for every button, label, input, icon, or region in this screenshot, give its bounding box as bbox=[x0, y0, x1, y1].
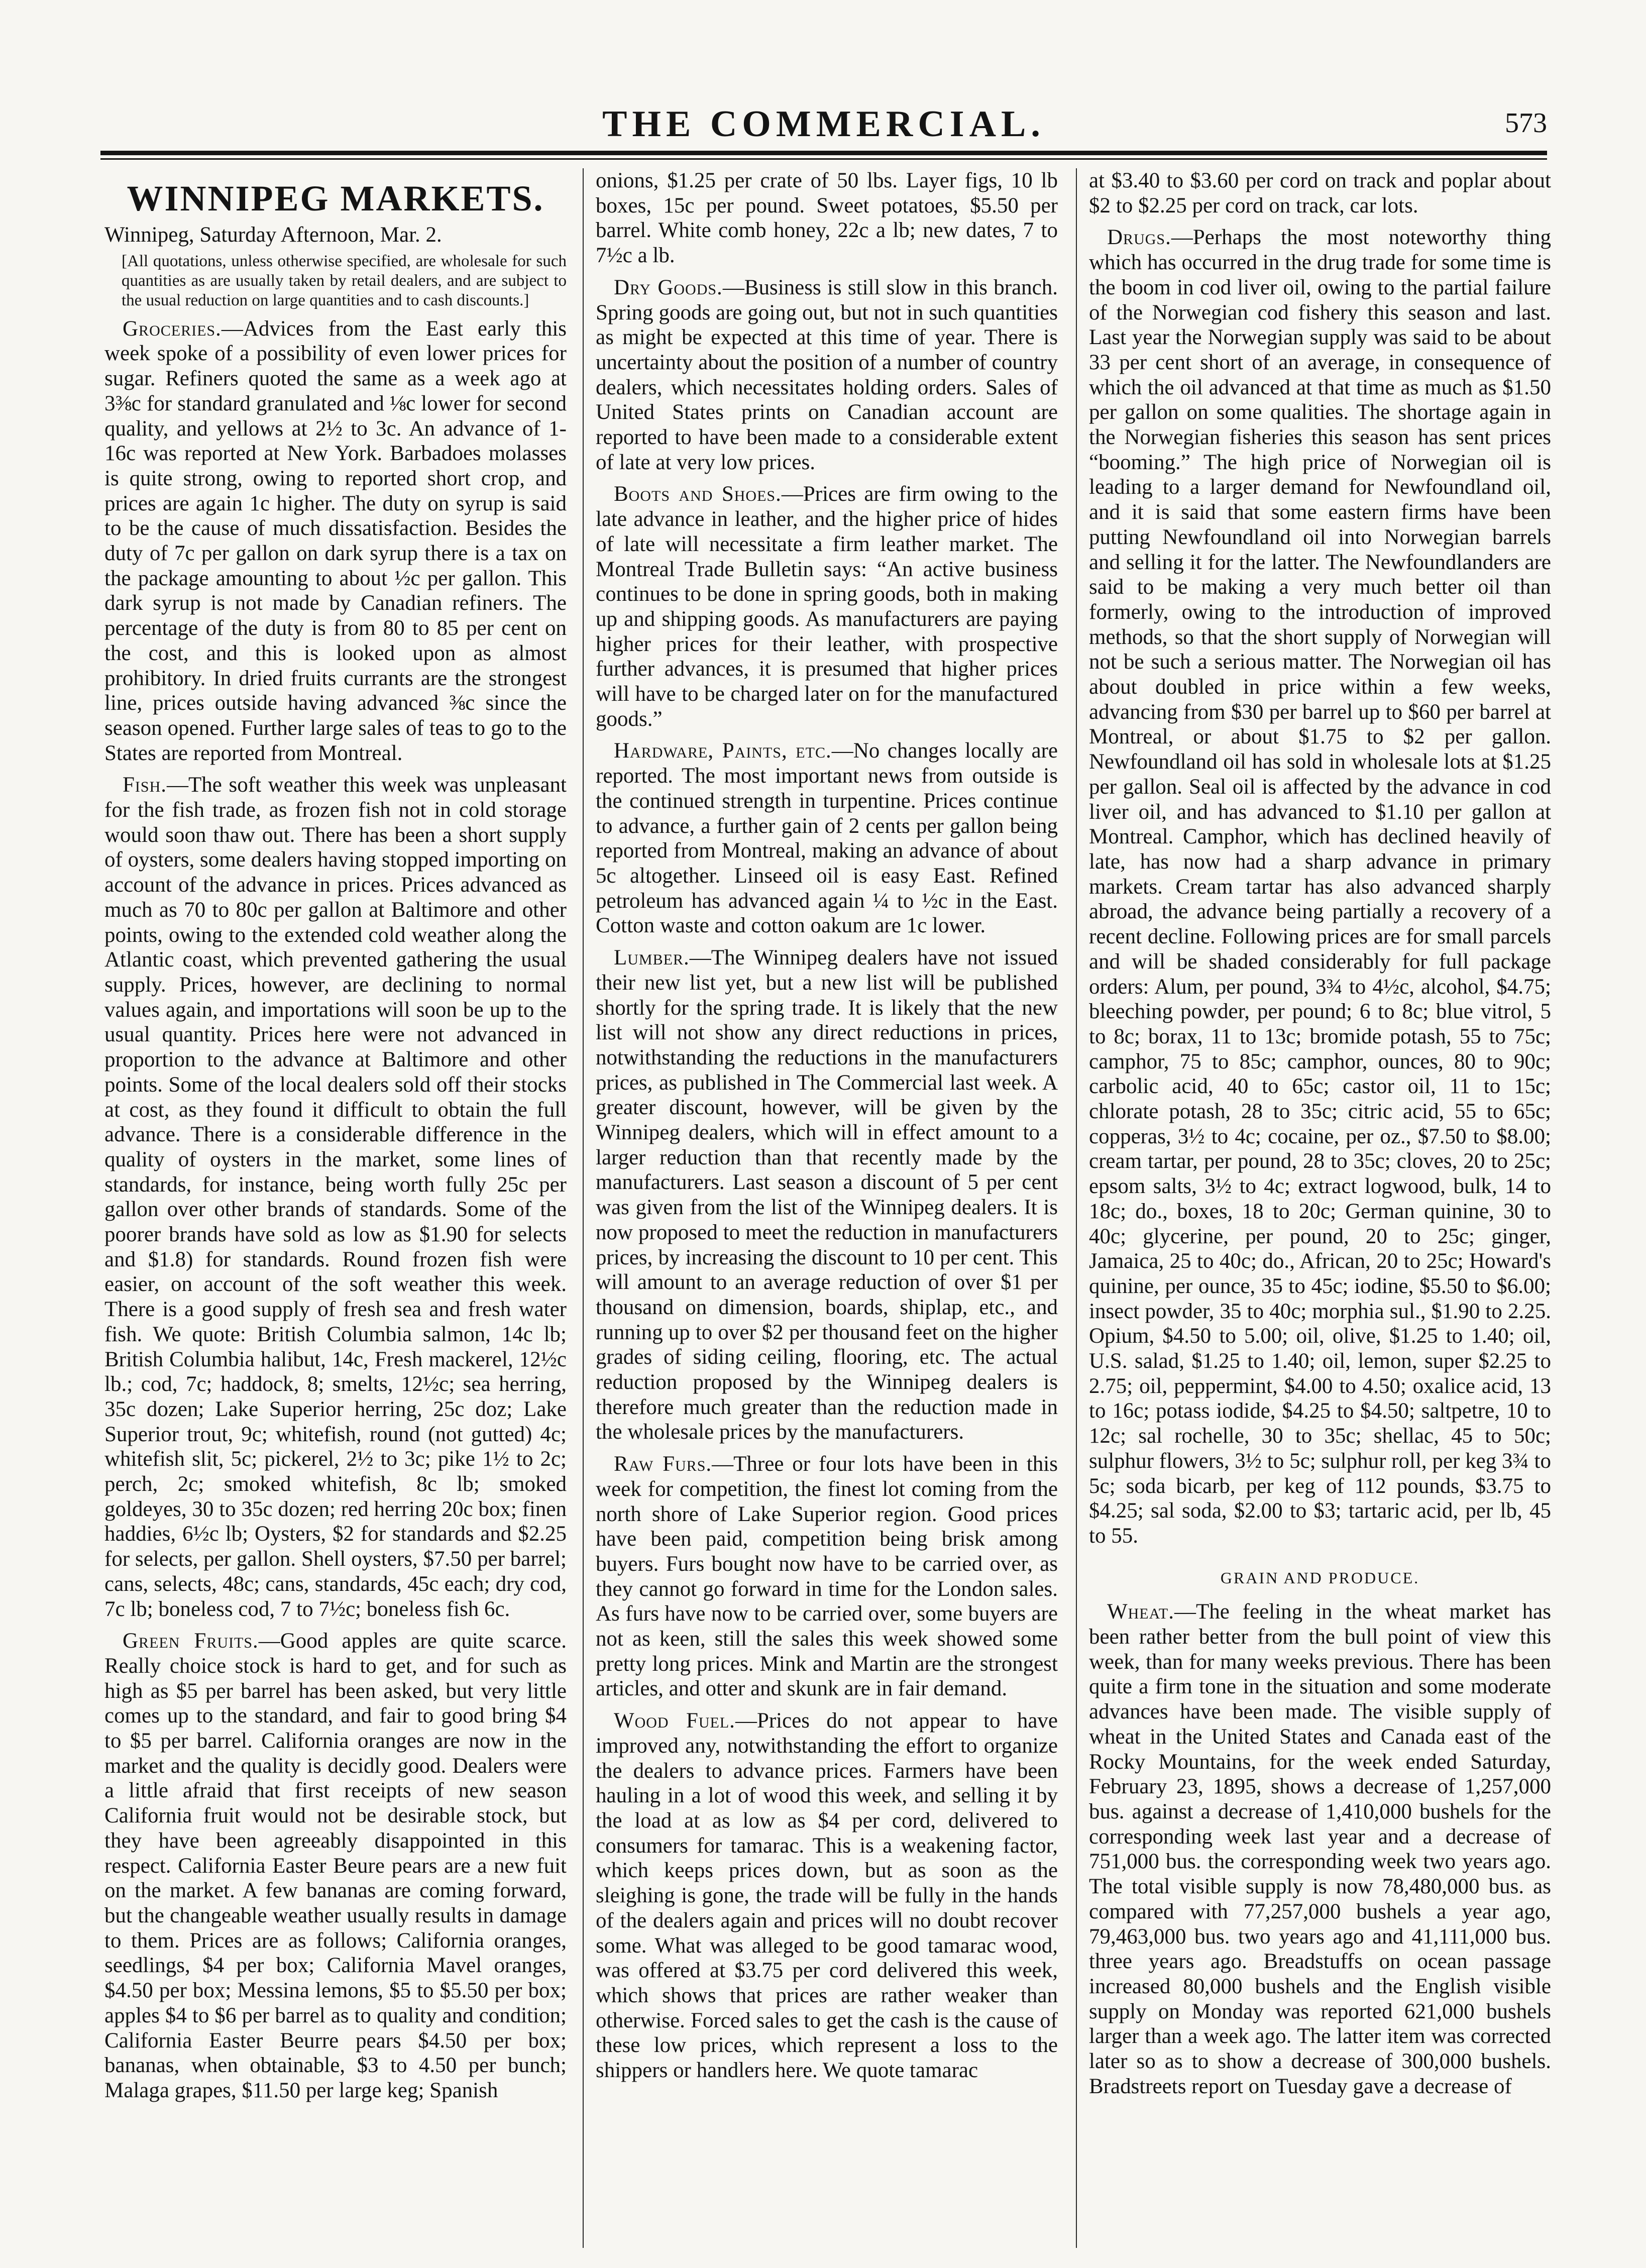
wheat-heading: Wheat. bbox=[1107, 1600, 1174, 1624]
drugs-paragraph bbox=[1089, 225, 1551, 1548]
page-number: 573 bbox=[1505, 107, 1547, 139]
wheat-paragraph bbox=[1089, 1599, 1551, 2099]
column-3 bbox=[1089, 168, 1551, 2243]
lumber-heading: Lumber. bbox=[614, 946, 690, 970]
green-fruits-text: —Good apples are quite scarce. Really choice stock is hard to get, and for such as high as $5 per barrel has been asked, but very little comes up to the standard, and fair to good bring $4 to $5 per barrel. California oranges are now in the market and the quality is decidly good. Dealers were a little afraid that first receipts of new season California fruit would not be desirable stock, but they have been agreeably disappointed in this respect. California Easter Beure pears are a new fuit on the market. A few bananas are coming forward, but the changeable weather usually results in damage to them. Prices are as follows; California oranges, seedlings, $4 per box; California Mavel oranges, $4.50 per box; Messina lemons, $5 to $5.50 per box; apples $4 to $6 per barrel as to quality and condition; California Easter Beurre pears $4.50 per box; bananas, when obtainable, $3 to 4.50 per bunch; Malaga grapes, $11.50 per large keg; Spanish bbox=[104, 1629, 567, 2102]
lumber-paragraph bbox=[596, 945, 1058, 1445]
wheat-text: —The feeling in the wheat market has been rather better from the bull point of view this week, than for many weeks previous. There has been quite a firm tone in the situation and some moderate advances have been made. The visible supply of wheat in the United States and Canada east of the Rocky Mountains, for the week ended Saturday, February 23, 1895, shows a decrease of 1,257,000 bus. against a decrease of 1,410,000 bushels for the corresponding week last year and a decrease of 751,000 bus. the corresponding week two years ago. The total visible supply is now 78,480,000 bus. as compared with 77,257,000 bushels a year ago, 79,463,000 bus. two years ago and 41,111,000 bus. three years ago. Breadstuffs on ocean passage increased 80,000 bushels and the English visible supply on Monday was reported 621,000 bushels larger than a week ago. The latter item was corrected later so as to show a decrease of 300,000 bushels. Bradstreets report on Tuesday gave a decrease of bbox=[1089, 1600, 1551, 2098]
hardware-paragraph bbox=[596, 738, 1058, 938]
drugs-heading: Drugs. bbox=[1107, 226, 1171, 250]
boots-shoes-paragraph bbox=[596, 482, 1058, 731]
dry-goods-heading: Dry Goods. bbox=[614, 275, 723, 299]
boots-shoes-heading: Boots and Shoes. bbox=[614, 482, 782, 506]
article-note: [All quotations, unless otherwise specified, are wholesale for such quantities as are usually taken by retail dealers, and are subject to the usual reduction on large quantities and to cash discounts.] bbox=[122, 252, 567, 309]
article-title: WINNIPEG MARKETS. bbox=[127, 178, 544, 219]
hardware-heading: Hardware, Paints, etc. bbox=[614, 739, 832, 763]
fish-heading: Fish. bbox=[123, 773, 167, 797]
masthead-rule-thick bbox=[100, 151, 1547, 155]
masthead-rule-thin bbox=[100, 158, 1547, 160]
raw-furs-heading: Raw Furs. bbox=[614, 1452, 712, 1476]
fish-paragraph bbox=[104, 773, 567, 1622]
green-fruits-paragraph bbox=[104, 1629, 567, 2103]
fish-text: —The soft weather this week was unpleasant for the fish trade, as frozen fish not in cold storage would soon thaw out. There has been a short supply of oysters, some dealers having stopped importing on account of the advance in prices. Prices advanced as much as 70 to 80c per gallon at Baltimore and other points, owing to the extended cold weather along the Atlantic coast, which prevented gathering the usual supply. Prices, however, are declining to normal values again, and importations will soon be up to the usual quantity. Prices here were not advanced in proportion to the advance at Baltimore and other points. Some of the local dealers sold off their stocks at cost, as they found it difficult to obtain the full advance. There is a considerable difference in the quality of oysters in the market, some lines of standards, for instance, being worth fully 25c per gallon over other brands of standards. Some of the poorer brands have sold as low as $1.90 for selects and $1.8) for standards. Round frozen fish were easier, on account of the soft weather this week. There is a good supply of fresh sea and fresh water fish. We quote: British Columbia salmon, 14c lb; British Columbia halibut, 14c, Fresh mackerel, 12½c lb.; cod, 7c; haddock, 8; smelts, 12½c; sea herring, 35c dozen; Lake Superior herring, 25c doz; Lake Superior trout, 9c; whitefish, round (not gutted) 4c; whitefish slit, 5c; pickerel, 2½ to 3c; pike 1½ to 2c; perch, 2c; smoked whitefish, 8c lb; smoked goldeyes, 30 to 35c dozen; red herring 20c box; finen haddies, 6½c lb; Oysters, $2 for standards and $2.25 for selects, per gallon. Shell oysters, $7.50 per barrel; cans, selects, 48c; cans, standards, 45c each; dry cod, 7c lb; boneless cod, 7 to 7½c; boneless fish 6c. bbox=[104, 773, 567, 1621]
lumber-text: —The Winnipeg dealers have not issued their new list yet, but a new list will be published shortly for the spring trade. It is likely that the new list will not show any direct reductions in prices, notwithstanding the reductions in the manufacturers prices, as published in The Commercial last week. A greater discount, however, will be given by the Winnipeg dealers, which will in effect amount to a larger reduction than that recently made by the manufacturers. Last season a discount of 5 per cent was given from the list of the Winnipeg dealers. It is now proposed to meet the reduction in manufacturers prices, by increasing the discount to 10 per cent. This will amount to an average reduction of over $1 per thousand on dimension, boards, shiplap, etc., and running up to over $2 per thousand feet on the higher grades of siding ceiling, flooring, etc. The actual reduction proposed by the Winnipeg dealers is therefore much greater than the reduction made in the wholesale prices by the manufacturers. bbox=[596, 946, 1058, 1444]
wood-fuel-paragraph bbox=[596, 1708, 1058, 2083]
dry-goods-text: —Business is still slow in this branch. Spring goods are going out, but not in such quantities as might be expected at this time of year. There is uncertainty about the position of a number of country dealers, which necessitates holding orders. Sales of United States prints on Canadian account are reported to have been made to a considerable extent of late at very low prices. bbox=[596, 275, 1058, 474]
column-1 bbox=[104, 168, 567, 2243]
boots-shoes-text: —Prices are firm owing to the late advance in leather, and the higher price of hides of late will necessitate a firm leather market. The Montreal Trade Bulletin says: “An active business continues to be done in spring goods, both in making up and shipping goods. As manufacturers are paying higher prices for their leather, with prospective further advances, it is presumed that higher prices will have to be charged later on for the manufactured goods.” bbox=[596, 482, 1058, 731]
groceries-heading: Groceries. bbox=[123, 316, 222, 341]
wood-fuel-heading: Wood Fuel. bbox=[614, 1709, 735, 1733]
masthead bbox=[100, 98, 1547, 148]
drugs-text: —Perhaps the most noteworthy thing which has occurred in the drug trade for some time is the boom in cod liver oil, owing to the partial failure of the Norwegian cod fishery this season and last. Last year the Norwegian supply was said to be about 33 per cent short of an average, in consequence of which the oil advanced at that time as much as $1.50 per gallon on some qualities. The shortage again in the Norwegian fisheries this season has sent prices “booming.” The high price of Norwegian oil is leading to a larger demand for Newfoundland oil, and it is said that some eastern firms have been putting Newfoundland oil into Norwegian barrels and selling it for the latter. The Newfoundlanders are said to be making a very much better oil than formerly, owing to the introduction of improved methods, so that the short supply of Norwegian will not be such a serious matter. The Norwegian oil has about doubled in price within a few weeks, advancing from $30 per barrel up to $60 per barrel at Montreal, or about $1.75 to $2 per gallon. Newfoundland oil has sold in wholesale lots at $1.25 per gallon. Seal oil is affected by the advance in cod liver oil, and has advanced to $1.10 per gallon at Montreal. Camphor, which has declined heavily of late, has now had a sharp advance in primary markets. Cream tartar has also advanced sharply abroad, the advance being partially a recovery of a recent decline. Following prices are for small parcels and will be shaded considerably for full package orders: Alum, per pound, 3¾ to 4½c, alcohol, $4.75; bleeching powder, per pound; 6 to 8c; blue vitrol, 5 to 8c; borax, 11 to 13c; bromide potash, 55 to 75c; camphor, 75 to 85c; camphor, ounces, 80 to 90c; carbolic acid, 40 to 65c; castor oil, 11 to 15c; chlorate potash, 28 to 35c; citric acid, 55 to 65c; copperas, 3½ to 4c; cocaine, per oz., $7.50 to $8.00; cream tartar, per pound, 28 to 35c; cloves, 20 to 25c; epsom salts, 3½ to 4c; extract logwood, bulk, 14 to 18c; do., boxes, 18 to 20c; German quinine, 30 to 40c; glycerine, per pound, 20 to 25c; ginger, Jamaica, 25 to 40c; do., African, 20 to 25c; Howard's quinine, per ounce, 35 to 45c; iodine, $5.50 to $6.00; insect powder, 35 to 40c; morphia sul., $1.90 to 2.25. Opium, $4.50 to 5.00; oil, olive, $1.25 to 1.40; oil, U.S. salad, $1.25 to 1.40; oil, lemon, super $2.25 to 2.75; oil, peppermint, $4.00 to 4.50; oxalice acid, 13 to 16c; potass iodide, $4.25 to $4.50; saltpetre, 10 to 12c; sal rochelle, 30 to 35c; shellac, 45 to 50c; sulphur flowers, 3½ to 5c; sulphur roll, per keg 3¾ to 5c; soda bicarb, per keg of 112 pounds, $3.75 to $4.25; sal soda, $2.00 to $3; tartaric acid, per lb, 45 to 55. bbox=[1089, 226, 1551, 1548]
column-divider-2 bbox=[1076, 168, 1077, 2248]
article-dateline: Winnipeg, Saturday Afternoon, Mar. 2. bbox=[104, 223, 442, 247]
green-fruits-continued: onions, $1.25 per crate of 50 lbs. Layer figs, 10 lb boxes, 15c per pound. Sweet potatoes, $5.50 per barrel. White comb honey, 22c a lb; new dates, 7 to 7½c a lb. bbox=[596, 169, 1058, 268]
wood-fuel-text: —Prices do not appear to have improved any, notwithstanding the effort to organize the dealers to advance prices. Farmers have been hauling in a lot of wood this week, and selling it by the load at as low as $4 per cord, delivered to consumers for tamarac. This is a weakening factor, which keeps prices down, but as soon as the sleighing is gone, the trade will be fully in the hands of the dealers again and prices will no doubt recover some. What was alleged to be good tamarac wood, was offered at $3.75 per cord delivered this week, which shows that prices are rather weaker than otherwise. Forced sales to get the cash is the cause of these low prices, which represent a loss to the shippers or handlers here. We quote tamarac bbox=[596, 1709, 1058, 2083]
hardware-text: —No changes locally are reported. The most important news from outside is the continued strength in turpentine. Prices continue to advance, a further gain of 2 cents per gallon being reported from Montreal, making an advance of about 5c altogether. Linseed oil is easy East. Refined petroleum has advanced again ¼ to ½c in the East. Cotton waste and cotton oakum are 1c lower. bbox=[596, 739, 1058, 938]
raw-furs-text: —Three or four lots have been in this week for competition, the finest lot coming from the north shore of Lake Superior region. Good prices have been paid, competition being brisk among buyers. Furs bought now have to be carried over, as they cannot go forward in time for the London sales. As furs have now to be carried over, some buyers are not as keen, still the sales this week showed some pretty long prices. Mink and Martin are the strongest articles, and otter and skunk are in fair demand. bbox=[596, 1452, 1058, 1701]
wood-fuel-continued: at $3.40 to $3.60 per cord on track and poplar about $2 to $2.25 per cord on track, car lots. bbox=[1089, 169, 1551, 218]
groceries-text: —Advices from the East early this week spoke of a possibility of even lower prices for sugar. Refiners quoted the same as a week ago at 3⅜c for standard granulated and ⅛c lower for second quality, and yellows at 2½ to 3c. An advance of 1-16c was reported at New York. Barbadoes molasses is quite strong, owing to reported short crop, and prices are again 1c higher. The duty on syrup is said to be the cause of much dissatisfaction. Besides the duty of 7c per gallon on dark syrup there is a tax on the package amounting to about ½c per gallon. This dark syrup is not made by Canadian refiners. The percentage of the duty is from 80 to 85 per cent on the cost, and this is looked upon as almost prohibitory. In dried fruits currants are the strongest line, prices outside having advanced ⅜c since the season opened. Further large sales of teas to go to the States are reported from Montreal. bbox=[104, 316, 567, 765]
column-2 bbox=[596, 168, 1058, 2243]
dry-goods-paragraph bbox=[596, 275, 1058, 475]
groceries-paragraph bbox=[104, 316, 567, 766]
grain-produce-heading: GRAIN AND PRODUCE. bbox=[1220, 1568, 1420, 1587]
masthead-title: THE COMMERCIAL. bbox=[602, 103, 1045, 145]
green-fruits-heading: Green Fruits. bbox=[123, 1629, 259, 1653]
column-divider-1 bbox=[583, 168, 584, 2248]
raw-furs-paragraph bbox=[596, 1452, 1058, 1701]
